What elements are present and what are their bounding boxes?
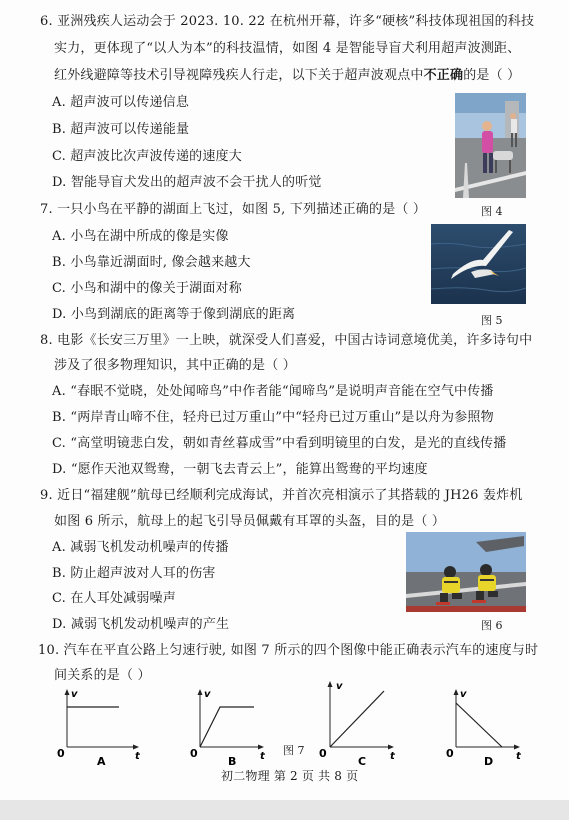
graph-c-origin: 0 — [319, 747, 327, 760]
graph-c-t-label: t — [390, 751, 395, 762]
q9-stem-line1: 9. 近日“福建舰”航母已经顺利完成海试，并首次亮相演示了其搭载的 JH26 轰炸机 — [40, 488, 523, 503]
q6-option-c: C. 超声波比次声波传递的速度大 — [52, 149, 242, 164]
q8-stem-line2: 涉及了很多物理知识，其中正确的是（ ） — [54, 358, 296, 373]
q6-stem-line1: 6. 亚洲残疾人运动会于 2023. 10. 22 在杭州开幕，许多“硬核”科技体现祖国的科技 — [40, 14, 535, 29]
q6-option-d: D. 智能导盲犬发出的超声波不会干扰人的听觉 — [52, 175, 322, 190]
q7-stem: 7. 一只小鸟在平静的湖面上飞过，如图 5, 下列描述正确的是（ ） — [40, 202, 427, 217]
graph-d — [444, 685, 534, 770]
q9-option-d: D. 减弱飞机发动机噪声的产生 — [52, 617, 230, 632]
q6-stem-line3-text: 红外线避障等技术引导视障残疾人行走，以下关于超声波观点中 — [54, 68, 424, 83]
graph-c-t-arrow — [388, 745, 394, 750]
q7-option-b: B. 小鸟靠近湖面时, 像会越来越大 — [52, 255, 251, 270]
q9-option-b: B. 防止超声波对人耳的伤害 — [52, 566, 216, 581]
q6-stem-line2: 实力，更体现了“以人为本”的科技温情，如图 4 是智能导盲犬利用超声波测距、 — [54, 41, 521, 56]
graph-a — [55, 685, 145, 770]
q9-option-c: C. 在人耳处减弱噪声 — [52, 591, 176, 606]
graph-a-v-arrow — [65, 689, 70, 695]
graph-c-v-arrow — [328, 681, 333, 687]
figure-7-caption: 图 7 — [283, 744, 305, 757]
q9-stem-line2: 如图 6 所示，航母上的起飞引导员佩戴有耳罩的头盔，目的是（ ） — [54, 514, 446, 529]
graph-b-line — [200, 707, 254, 747]
q8-option-d: D. “愿作天池双鸳鸯，一朝飞去青云上”，能算出鸳鸯的平均速度 — [52, 462, 428, 477]
q8-stem-line1: 8. 电影《长安三万里》一上映，就深受人们喜爱，中国古诗词意境优美，许多诗句中 — [40, 333, 533, 348]
graph-d-label: D — [484, 755, 494, 768]
graph-a-t-arrow — [133, 745, 139, 750]
graph-d-origin: 0 — [446, 747, 454, 760]
q8-option-c: C. “高堂明镜悲白发，朝如青丝暮成雪”中看到明镜里的白发，是光的直线传播 — [52, 436, 507, 451]
q10-stem-line1: 10. 汽车在平直公路上匀速行驶, 如图 7 所示的四个图像中能正确表示汽车的速度与时 — [38, 643, 539, 658]
q8-option-a: A. “春眠不觉晓，处处闻啼鸟”中作者能“闻啼鸟”是说明声音能在空气中传播 — [52, 384, 494, 399]
graph-d-line — [456, 703, 502, 747]
q8-option-b: B. “两岸青山啼不住，轻舟已过万重山”中“轻舟已过万重山”是以舟为参照物 — [52, 410, 494, 425]
bird-over-lake-photo — [431, 224, 526, 304]
graph-d-v-arrow — [454, 689, 459, 695]
graph-c-line — [330, 691, 384, 747]
graph-c-v-label: v — [336, 681, 343, 692]
graph-b-label: B — [228, 755, 237, 768]
graph-d-v-label: v — [460, 689, 467, 700]
q10-stem-line2: 间关系的是（ ） — [54, 668, 151, 683]
q6-option-a: A. 超声波可以传递信息 — [52, 95, 190, 110]
q7-option-a: A. 小鸟在湖中所成的像是实像 — [52, 229, 229, 244]
graph-a-v-label: v — [71, 689, 78, 700]
viewer-bottom-strip — [0, 800, 569, 820]
graph-d-t-arrow — [514, 745, 520, 750]
figure-6-caption: 图 6 — [481, 619, 503, 632]
graph-b-t-label: t — [260, 751, 265, 762]
q6-emphasis-not-correct: 不正确 — [423, 68, 464, 83]
q6-option-b: B. 超声波可以传递能量 — [52, 122, 190, 137]
graph-d-t-label: t — [516, 751, 521, 762]
figure-4-caption: 图 4 — [481, 205, 503, 218]
q7-option-d: D. 小鸟到湖底的距离等于像到湖底的距离 — [52, 307, 296, 322]
q6-stem-line3 — [54, 68, 520, 84]
guide-dog-photo — [455, 93, 526, 198]
graph-b-v-label: v — [204, 689, 211, 700]
q9-option-a: A. 减弱飞机发动机噪声的传播 — [52, 540, 229, 555]
page-footer: 初二物理 第 2 页 共 8 页 — [221, 769, 359, 783]
q6-stem-line3-tail: 的是（ ） — [463, 68, 521, 83]
figure-5-caption: 图 5 — [481, 314, 503, 327]
graph-b-t-arrow — [258, 745, 264, 750]
q7-option-c: C. 小鸟和湖中的像关于湖面对称 — [52, 281, 242, 296]
flight-deck-photo — [406, 532, 526, 612]
graph-c — [318, 675, 408, 770]
graph-b-v-arrow — [198, 689, 203, 695]
graph-b — [188, 685, 278, 770]
graph-a-origin: 0 — [57, 747, 65, 760]
graph-b-origin: 0 — [190, 747, 198, 760]
graph-c-label: C — [358, 755, 367, 768]
graph-a-label: A — [97, 755, 106, 768]
graph-a-t-label: t — [135, 751, 140, 762]
